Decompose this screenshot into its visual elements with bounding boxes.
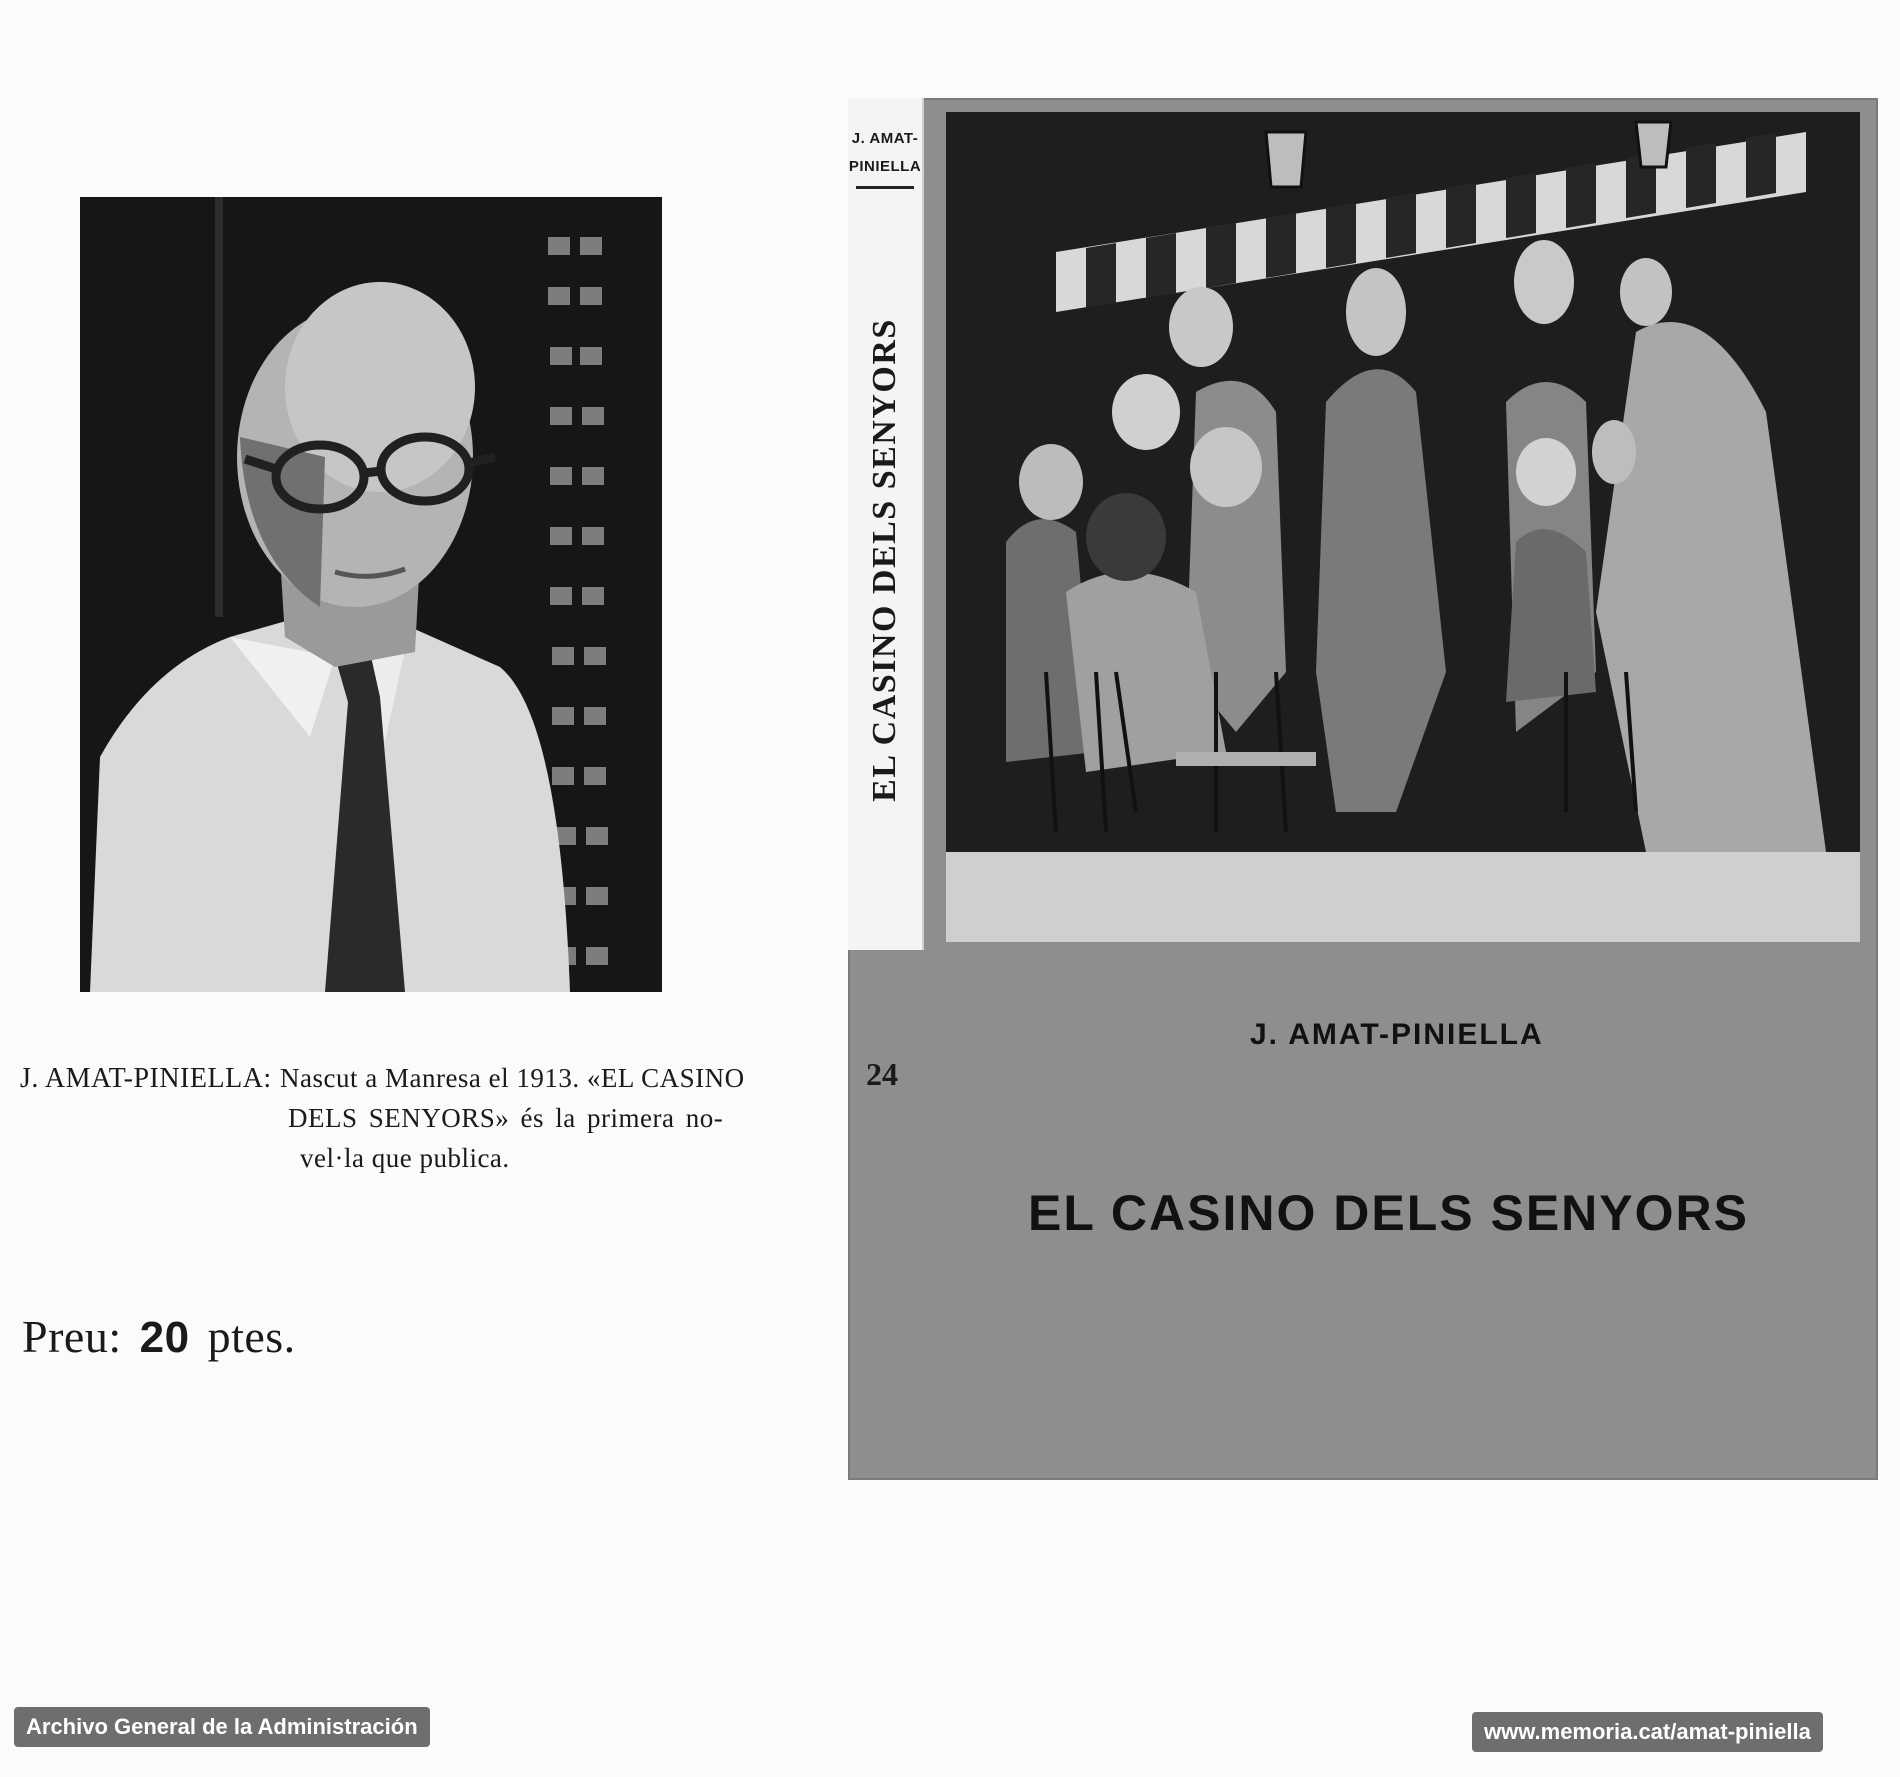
bio-author-label: J. AMAT-PINIELLA:	[20, 1063, 272, 1094]
spine-divider	[856, 186, 914, 189]
cover-illustration	[946, 112, 1860, 942]
bio-text-line-1: Nascut a Manresa el 1913. «EL CASINO	[280, 1063, 745, 1093]
price-label: Preu:	[22, 1311, 122, 1362]
cover-title: EL CASINO DELS SENYORS	[1028, 1185, 1749, 1241]
author-portrait-photo	[80, 197, 662, 992]
source-url-badge[interactable]: www.memoria.cat/amat-piniella	[1472, 1712, 1823, 1752]
price-value: 20	[139, 1313, 190, 1362]
spine-author-line-1: J. AMAT-	[851, 130, 919, 147]
spine-title: EL CASINO DELS SENYORS	[866, 318, 903, 802]
price-line	[22, 1310, 296, 1363]
price-unit: ptes.	[207, 1311, 296, 1362]
cover-author: J. AMAT-PINIELLA	[1250, 1018, 1544, 1051]
source-archive-badge: Archivo General de la Administración	[14, 1707, 430, 1747]
series-number: 24	[866, 1056, 898, 1092]
bio-text-line-2: DELS SENYORS» és la primera no-	[288, 1103, 724, 1133]
bio-text-line-3: vel·la que publica.	[300, 1143, 510, 1173]
spine-author-line-2: PINIELLA	[848, 158, 922, 175]
